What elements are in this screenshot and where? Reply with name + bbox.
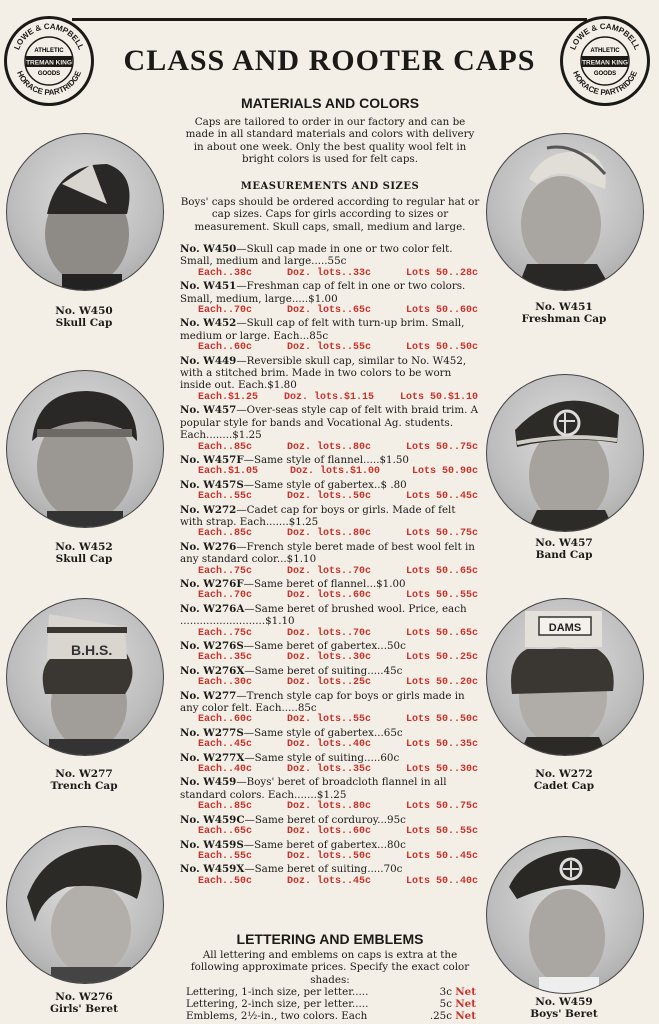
item-description: [180, 640, 480, 652]
net-label: Net: [455, 986, 476, 998]
item-number: No. W452: [180, 317, 237, 330]
item-number: No. W276S: [180, 640, 244, 652]
item-number: No. W276F: [180, 577, 244, 590]
item-number: No. W272: [180, 503, 237, 516]
caption-w459: [486, 996, 642, 1020]
caption-name: Trench Cap: [50, 780, 118, 792]
price-lots: Lots 50.$1.10: [399, 391, 478, 403]
seal-line1: ATHLETIC: [590, 48, 620, 54]
price-doz: Doz. lots..50c: [286, 491, 371, 503]
item-prices: [180, 628, 480, 640]
price-item: [180, 863, 480, 888]
caption-number: No. W272: [535, 768, 593, 780]
price-each: Each..50c: [198, 875, 253, 887]
price-item: [180, 355, 480, 405]
item-prices: [180, 392, 480, 404]
price-item: [180, 578, 480, 603]
price-doz: Doz. lots..80c: [286, 528, 371, 540]
item-prices: [180, 801, 480, 813]
item-text: —Same beret of flannel...$1.00: [243, 577, 406, 590]
price-lots: Lots 50..50c: [405, 714, 478, 726]
price-list: [180, 243, 480, 888]
item-prices: [180, 466, 480, 478]
caption-number: No. W459: [535, 996, 593, 1008]
photo-trench-cap-w277: [6, 598, 164, 756]
item-description: [180, 752, 480, 764]
seal-line3: GOODS: [593, 71, 617, 77]
price-each: Each..40c: [198, 764, 253, 776]
item-number: No. W459C: [180, 813, 245, 826]
item-description: [180, 603, 480, 628]
price-lots: Lots 50..45c: [405, 491, 478, 503]
price-each: Each..55c: [198, 491, 253, 503]
price-item: [180, 814, 480, 839]
item-description: [180, 355, 480, 392]
item-text: —Same style of gabertex...65c: [243, 726, 403, 739]
price-each: Each.$1.05: [198, 466, 259, 478]
item-number: No. W276: [180, 540, 237, 553]
price-lots: Lots 50..35c: [405, 739, 478, 751]
item-text: —Same beret of gabertex...80c: [243, 838, 406, 851]
item-text: —Freshman cap of felt in one or two colors. Small, medium, large.....$1.00: [180, 280, 466, 305]
price-doz: Doz. lots..60c: [286, 590, 371, 602]
caption-name: Boys' Beret: [530, 1008, 598, 1020]
item-text: —Over-seas style cap of felt with braid trim. A popular style for bands and Vocational Ag. students. Each........$1.25: [180, 404, 479, 442]
price-lots: Lots 50..55c: [405, 826, 478, 838]
item-number: No. W276A: [180, 602, 245, 615]
photo-girls-beret-w276: [6, 826, 164, 984]
item-number: No. W276X: [180, 664, 245, 677]
price-item: [180, 776, 480, 813]
price-lots: Lots 50..45c: [405, 850, 478, 862]
item-description: [180, 814, 480, 826]
item-text: —Boys' beret of broadcloth flannel in all standard colors. Each.......$1.25: [180, 776, 447, 801]
measurements-heading: MEASUREMENTS AND SIZES: [240, 181, 420, 192]
caption-w277: [6, 768, 162, 792]
price-doz: Doz. lots..40c: [286, 739, 371, 751]
price-doz: Doz. lots..35c: [286, 764, 371, 776]
item-number: No. W277X: [180, 751, 245, 764]
item-description: [180, 243, 480, 268]
price-each: Each..70c: [198, 590, 253, 602]
item-description: [180, 839, 480, 851]
item-description: [180, 578, 480, 590]
item-prices: [180, 442, 480, 454]
caption-w452: [6, 541, 162, 565]
price-item: [180, 404, 480, 454]
seal-top-text: LOWE & CAMPBELL: [12, 21, 86, 52]
price-doz: Doz. lots..80c: [286, 441, 371, 453]
price-item: [180, 690, 480, 727]
item-description: [180, 479, 480, 491]
item-prices: [180, 739, 480, 751]
caption-w451: [486, 301, 642, 325]
price-doz: Doz. lots..50c: [286, 850, 371, 862]
item-prices: [180, 714, 480, 726]
price-doz: Doz. lots.$1.15: [283, 391, 374, 403]
net-label: Net: [455, 1010, 476, 1022]
price-item: [180, 243, 480, 280]
lettering-row-label: Lettering, 1-inch size, per letter.....: [186, 986, 369, 998]
price-each: Each..30c: [198, 677, 253, 689]
item-prices: [180, 851, 480, 863]
price-lots: Lots 50..55c: [405, 590, 478, 602]
lettering-row-label: Emblems, 2½-in., two colors. Each: [186, 1010, 368, 1022]
item-prices: [180, 764, 480, 776]
item-text: —Skull cap made in one or two color felt. Small, medium and large.....55c: [180, 243, 453, 268]
photo-freshman-cap-w451: [486, 133, 644, 291]
price-lots: Lots 50..50c: [405, 342, 478, 354]
caption-number: No. W451: [535, 301, 593, 313]
item-text: —Skull cap of felt with turn-up brim. Small, medium or large. Each...85c: [180, 317, 465, 342]
price-doz: Doz. lots..70c: [286, 627, 371, 639]
price-doz: Doz. lots..45c: [286, 875, 371, 887]
item-prices: [180, 342, 480, 354]
item-description: [180, 863, 480, 875]
item-description: [180, 541, 480, 566]
price-item: [180, 280, 480, 317]
price-lots: Lots 50..65c: [405, 627, 478, 639]
item-description: [180, 690, 480, 715]
caption-w450: [6, 305, 162, 329]
brand-seal-right: [560, 16, 650, 106]
price-item: [180, 752, 480, 777]
photo-boys-beret-w459: [486, 836, 644, 994]
net-label: Net: [455, 998, 476, 1010]
lettering-row-price: 5c: [439, 998, 452, 1010]
item-description: [180, 280, 480, 305]
price-doz: Doz. lots..25c: [286, 677, 371, 689]
price-each: Each..38c: [198, 267, 253, 279]
page-title: CLASS AND ROOTER CAPS: [123, 44, 536, 77]
lettering-row-label: Lettering, 2-inch size, per letter.....: [186, 998, 369, 1010]
photo-band-cap-w457: [486, 374, 644, 532]
caption-w272: [486, 768, 642, 792]
item-description: [180, 317, 480, 342]
caption-name: Cadet Cap: [533, 780, 595, 792]
price-item: [180, 839, 480, 864]
price-item: [180, 603, 480, 640]
item-number: No. W459: [180, 776, 237, 789]
seal-line3: GOODS: [37, 71, 61, 77]
seal-line1: ATHLETIC: [34, 48, 64, 54]
materials-heading: MATERIALS AND COLORS: [240, 95, 420, 111]
item-prices: [180, 268, 480, 280]
price-lots: Lots 50..75c: [405, 441, 478, 453]
item-description: [180, 454, 480, 466]
seal-line2: TREMAN KING: [26, 59, 72, 67]
caption-number: No. W457: [535, 537, 593, 549]
price-each: Each..75c: [198, 627, 253, 639]
item-number: No. W277S: [180, 726, 244, 739]
item-text: —Cadet cap for boys or girls. Made of felt with strap. Each.......$1.25: [180, 503, 456, 528]
caption-name: Band Cap: [535, 549, 593, 561]
price-doz: Doz. lots..55c: [286, 342, 371, 354]
price-item: [180, 454, 480, 479]
item-text: —Same beret of suiting.....45c: [244, 664, 403, 677]
price-each: Each..45c: [198, 739, 253, 751]
item-number: No. W459S: [180, 838, 244, 851]
price-each: Each.$1.25: [198, 391, 259, 403]
price-doz: Doz. lots..80c: [286, 801, 371, 813]
lettering-prices: [186, 986, 476, 1022]
seal-line2: TREMAN KING: [582, 59, 628, 67]
item-prices: [180, 305, 480, 317]
item-prices: [180, 566, 480, 578]
item-prices: [180, 491, 480, 503]
caption-number: No. W450: [55, 305, 113, 317]
item-description: [180, 665, 480, 677]
price-lots: Lots 50..75c: [405, 801, 478, 813]
price-lots: Lots 50..30c: [405, 764, 478, 776]
item-text: —Same style of gabertex..$ .80: [243, 478, 407, 491]
caption-name: Skull Cap: [55, 317, 113, 329]
item-number: No. W457S: [180, 478, 244, 491]
photo-skull-cap-w452: [6, 370, 164, 528]
item-number: No. W277: [180, 689, 237, 702]
item-prices: [180, 528, 480, 540]
price-item: [180, 479, 480, 504]
caption-w457: [486, 537, 642, 561]
item-description: [180, 504, 480, 529]
item-text: —Same beret of suiting.....70c: [244, 863, 403, 876]
price-each: Each..75c: [198, 565, 253, 577]
cap-text: B.H.S.: [71, 642, 113, 658]
lettering-row-price: 3c: [439, 986, 452, 998]
price-doz: Doz. lots..65c: [286, 305, 371, 317]
item-text: —Same beret of corduroy...95c: [244, 813, 406, 826]
item-number: No. W457F: [180, 453, 244, 466]
price-lots: Lots 50..20c: [405, 677, 478, 689]
price-lots: Lots 50..60c: [405, 305, 478, 317]
price-doz: Doz. lots..30c: [286, 652, 371, 664]
price-each: Each..35c: [198, 652, 253, 664]
item-text: —Trench style cap for boys or girls made in any color felt. Each.....85c: [180, 689, 465, 715]
item-number: No. W450: [180, 243, 237, 255]
price-lots: Lots 50..75c: [405, 528, 478, 540]
item-description: [180, 727, 480, 739]
caption-name: Freshman Cap: [521, 313, 607, 325]
price-lots: Lots 50..65c: [405, 565, 478, 577]
item-description: [180, 404, 480, 441]
lettering-row: [186, 1010, 476, 1022]
seal-bottom-text: HORACE PARTRIDGE: [571, 69, 639, 98]
caption-number: No. W276: [55, 991, 113, 1003]
price-doz: Doz. lots..33c: [286, 267, 371, 279]
lettering-heading: LETTERING AND EMBLEMS: [236, 931, 424, 947]
item-text: —French style beret made of best wool felt in any standard color...$1.10: [180, 540, 475, 566]
item-prices: [180, 826, 480, 838]
materials-text: Caps are tailored to order in our factory and can be made in all standard materials and colors with delivery in about one week. Only the best quality wool felt in bright colors is used for felt caps.: [185, 116, 475, 166]
price-lots: Lots 50..28c: [405, 267, 478, 279]
price-each: Each..60c: [198, 714, 253, 726]
caption-number: No. W277: [55, 768, 113, 780]
measurements-text: Boys' caps should be ordered according to regular hat or cap sizes. Caps for girls according to sizes or measurement. Skull caps, small, medium and large.: [180, 196, 480, 233]
price-item: [180, 541, 480, 578]
item-text: —Same beret of gabertex...50c: [243, 640, 406, 652]
price-doz: Doz. lots..60c: [286, 826, 371, 838]
item-text: —Same style of suiting.....60c: [244, 751, 400, 764]
price-each: Each..85c: [198, 801, 253, 813]
price-doz: Doz. lots..70c: [286, 565, 371, 577]
photo-skull-cap-w450: [6, 133, 164, 291]
price-lots: Lots 50.90c: [411, 466, 478, 478]
item-number: No. W459X: [180, 863, 245, 876]
lettering-row: [186, 998, 476, 1010]
price-each: Each..60c: [198, 342, 253, 354]
price-item: [180, 665, 480, 690]
price-lots: Lots 50..25c: [405, 652, 478, 664]
item-text: —Same style of flannel.....$1.50: [243, 453, 409, 466]
price-each: Each..70c: [198, 305, 253, 317]
lettering-text: All lettering and emblems on caps is extra at the following approximate prices. Specify the exact color shades:: [190, 949, 470, 986]
item-text: —Reversible skull cap, similar to No. W452, with a stitched brim. Made in two colors to be worn inside out. Each.$1.80: [180, 354, 467, 392]
item-number: No. W449: [180, 354, 237, 367]
price-item: [180, 317, 480, 354]
item-text: —Same beret of brushed wool. Price, each ..........................$1.10: [180, 602, 467, 628]
item-number: No. W451: [180, 280, 237, 293]
price-each: Each..65c: [198, 826, 253, 838]
price-doz: Doz. lots..55c: [286, 714, 371, 726]
caption-name: Skull Cap: [55, 553, 113, 565]
brand-seal-left: [4, 16, 94, 106]
price-item: [180, 504, 480, 541]
caption-number: No. W452: [55, 541, 113, 553]
item-prices: [180, 876, 480, 888]
caption-w276: [6, 991, 162, 1015]
price-lots: Lots 50..40c: [405, 875, 478, 887]
item-prices: [180, 677, 480, 689]
item-description: [180, 776, 480, 801]
price-each: Each..55c: [198, 850, 253, 862]
seal-top-text: LOWE & CAMPBELL: [568, 21, 642, 52]
item-prices: [180, 590, 480, 602]
item-number: No. W457: [180, 404, 237, 417]
cap-text: DAMS: [548, 622, 582, 634]
lettering-row: [186, 986, 476, 998]
price-each: Each..85c: [198, 528, 253, 540]
price-item: [180, 727, 480, 752]
caption-name: Girls' Beret: [50, 1003, 118, 1015]
price-doz: Doz. lots.$1.00: [289, 466, 380, 478]
item-prices: [180, 652, 480, 664]
photo-cadet-cap-w272: [486, 598, 644, 756]
top-rule: [72, 18, 587, 21]
price-item: [180, 640, 480, 665]
price-each: Each..85c: [198, 441, 253, 453]
seal-bottom-text: HORACE PARTRIDGE: [15, 69, 83, 98]
lettering-row-price: .25c: [429, 1010, 452, 1022]
